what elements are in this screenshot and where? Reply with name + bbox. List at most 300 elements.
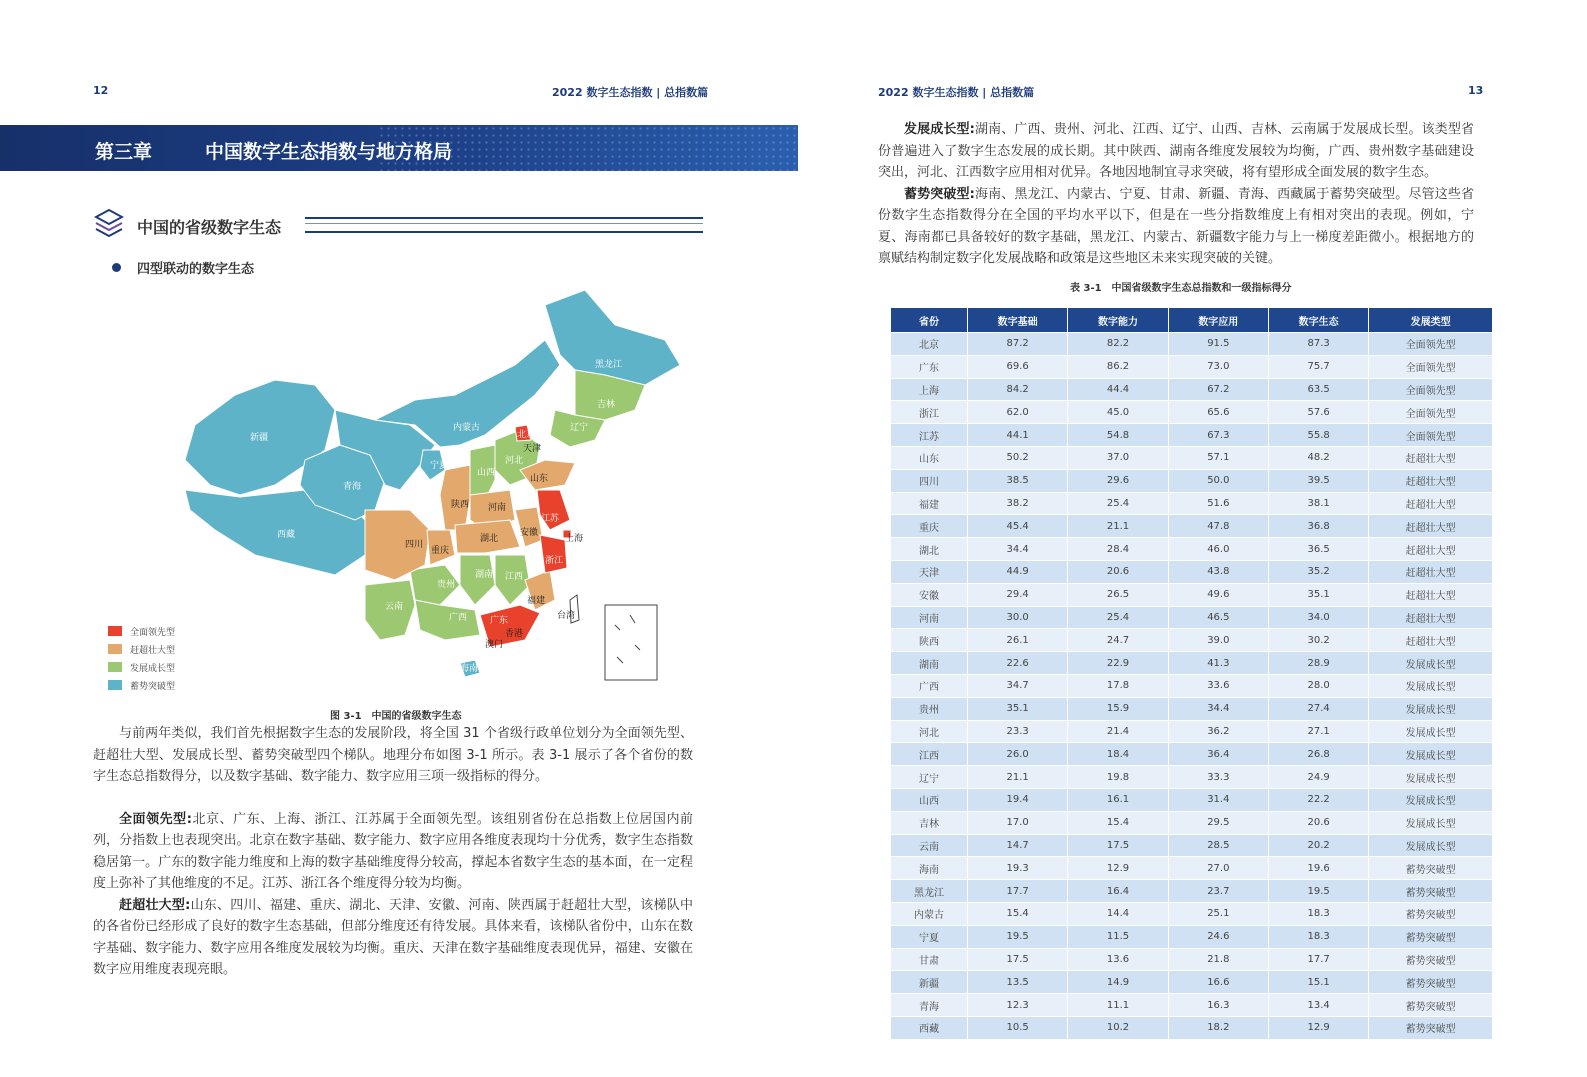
leading-paragraph: [93, 809, 693, 895]
table-row: [891, 1016, 1493, 1039]
table-cell: 北京: [891, 333, 968, 356]
chapter-banner: [0, 125, 798, 171]
table-cell: 赶超壮大型: [1369, 515, 1493, 538]
table-cell: 浙江: [891, 401, 968, 424]
table-row: [891, 583, 1493, 606]
table-cell: 33.6: [1168, 674, 1268, 697]
table-row: [891, 401, 1493, 424]
table-cell: 发展成长型: [1369, 697, 1493, 720]
map-label-xinjiang: 新疆: [250, 433, 269, 443]
table-cell: 14.4: [1068, 902, 1168, 925]
table-cell: 25.1: [1168, 902, 1268, 925]
left-page: [0, 0, 790, 1077]
map-label-shandong: 山东: [530, 474, 549, 484]
table-row: [891, 720, 1493, 743]
table-cell: 12.9: [1068, 857, 1168, 880]
right-body-text: [878, 119, 1474, 270]
table-cell: 发展成长型: [1369, 788, 1493, 811]
table-cell: 38.5: [968, 469, 1068, 492]
table-body: [891, 333, 1493, 1040]
map-label-shanxi: 山西: [477, 468, 496, 478]
table-cell: 蓄势突破型: [1369, 971, 1493, 994]
table-header-cell: 数字基础: [968, 308, 1068, 333]
table-cell: 24.9: [1268, 766, 1368, 789]
table-cell: 13.4: [1268, 994, 1368, 1017]
table-cell: 18.2: [1168, 1016, 1268, 1039]
table-header-cell: 数字应用: [1168, 308, 1268, 333]
table-cell: 29.4: [968, 583, 1068, 606]
table-cell: 28.4: [1068, 538, 1168, 561]
table-cell: 84.2: [968, 378, 1068, 401]
catchup-paragraph: [93, 895, 693, 981]
table-row: [891, 606, 1493, 629]
table-cell: 16.4: [1068, 880, 1168, 903]
table-row: [891, 902, 1493, 925]
table-cell: 17.8: [1068, 674, 1168, 697]
running-header-left: 2022 数字生态指数 | 总指数篇: [552, 86, 709, 99]
map-label-fujian: 福建: [527, 596, 546, 606]
table-cell: 62.0: [968, 401, 1068, 424]
table-cell: 发展成长型: [1369, 811, 1493, 834]
map-label-chongqing: 重庆: [431, 546, 450, 556]
table-cell: 45.0: [1068, 401, 1168, 424]
table-cell: 宁夏: [891, 925, 968, 948]
table-cell: 30.0: [968, 606, 1068, 629]
table-cell: 33.3: [1168, 766, 1268, 789]
map-label-shaanxi: 陕西: [451, 500, 470, 510]
table-cell: 21.1: [968, 766, 1068, 789]
table-row: [891, 492, 1493, 515]
table-cell: 23.7: [1168, 880, 1268, 903]
left-body-text: [93, 723, 693, 981]
table-cell: 14.7: [968, 834, 1068, 857]
table-cell: 云南: [891, 834, 968, 857]
table-caption: 表 3-1 中国省级数字生态总指数和一级指标得分: [1070, 283, 1292, 294]
table-cell: 51.6: [1168, 492, 1268, 515]
table-cell: 47.8: [1168, 515, 1268, 538]
table-cell: 57.6: [1268, 401, 1368, 424]
table-row: [891, 857, 1493, 880]
page-number-right: 13: [1468, 84, 1484, 97]
map-label-jiangsu: 江苏: [541, 514, 560, 524]
potential-heading: 蓄势突破型:: [904, 186, 975, 202]
table-cell: 25.4: [1068, 606, 1168, 629]
table-cell: 20.6: [1068, 560, 1168, 583]
map-label-hebei: 河北: [505, 456, 524, 466]
map-region-heilongjiang: [545, 290, 680, 385]
legend-label: 全面领先型: [130, 627, 176, 638]
map-label-heilongjiang: 黑龙江: [595, 360, 623, 370]
table-cell: 赶超壮大型: [1369, 560, 1493, 583]
table-row: [891, 925, 1493, 948]
table-row: [891, 766, 1493, 789]
map-legend: [108, 622, 175, 694]
table-cell: 22.2: [1268, 788, 1368, 811]
table-cell: 25.4: [1068, 492, 1168, 515]
table-cell: 24.7: [1068, 629, 1168, 652]
table-cell: 江西: [891, 743, 968, 766]
table-cell: 17.7: [968, 880, 1068, 903]
table-cell: 13.5: [968, 971, 1068, 994]
table-cell: 37.0: [1068, 446, 1168, 469]
table-row: [891, 538, 1493, 561]
table-cell: 26.0: [968, 743, 1068, 766]
table-cell: 全面领先型: [1369, 355, 1493, 378]
table-cell: 45.4: [968, 515, 1068, 538]
table-row: [891, 629, 1493, 652]
table-cell: 27.1: [1268, 720, 1368, 743]
map-label-hongkong: 香港: [505, 629, 524, 639]
china-province-map: [165, 285, 695, 697]
table-cell: 24.6: [1168, 925, 1268, 948]
table-cell: 湖北: [891, 538, 968, 561]
legend-item: [108, 658, 175, 676]
table-cell: 安徽: [891, 583, 968, 606]
map-label-tianjin: 天津: [523, 444, 542, 454]
table-header-cell: 发展类型: [1369, 308, 1493, 333]
table-cell: 甘肃: [891, 948, 968, 971]
table-row: [891, 834, 1493, 857]
figure-caption: 图 3-1 中国的省级数字生态: [330, 711, 462, 722]
table-cell: 35.2: [1268, 560, 1368, 583]
table-cell: 22.6: [968, 652, 1068, 675]
table-cell: 发展成长型: [1369, 766, 1493, 789]
table-cell: 13.6: [1068, 948, 1168, 971]
table-row: [891, 674, 1493, 697]
table-cell: 50.0: [1168, 469, 1268, 492]
table-cell: 28.0: [1268, 674, 1368, 697]
map-label-hubei: 湖北: [480, 534, 499, 544]
table-row: [891, 652, 1493, 675]
table-cell: 65.6: [1168, 401, 1268, 424]
table-header-cell: 省份: [891, 308, 968, 333]
table-cell: 46.5: [1168, 606, 1268, 629]
table-cell: 陕西: [891, 629, 968, 652]
table-cell: 发展成长型: [1369, 743, 1493, 766]
table-cell: 12.3: [968, 994, 1068, 1017]
table-cell: 河南: [891, 606, 968, 629]
table-cell: 山东: [891, 446, 968, 469]
table-cell: 48.2: [1268, 446, 1368, 469]
table-cell: 82.2: [1068, 333, 1168, 356]
table-cell: 重庆: [891, 515, 968, 538]
table-cell: 28.5: [1168, 834, 1268, 857]
legend-item: [108, 622, 175, 640]
table-cell: 辽宁: [891, 766, 968, 789]
table-cell: 15.4: [1068, 811, 1168, 834]
table-cell: 69.6: [968, 355, 1068, 378]
table-header-row: [891, 308, 1493, 333]
map-label-qinghai: 青海: [343, 482, 362, 492]
table-row: [891, 469, 1493, 492]
table-cell: 34.4: [968, 538, 1068, 561]
table-cell: 12.9: [1268, 1016, 1368, 1039]
table-cell: 67.2: [1168, 378, 1268, 401]
table-cell: 63.5: [1268, 378, 1368, 401]
table-cell: 蓄势突破型: [1369, 925, 1493, 948]
table-cell: 26.8: [1268, 743, 1368, 766]
table-cell: 新疆: [891, 971, 968, 994]
table-cell: 蓄势突破型: [1369, 1016, 1493, 1039]
potential-body: 海南、黑龙江、内蒙古、宁夏、甘肃、新疆、青海、西藏属于蓄势突破型。尽管这些省份数字生态指数得分在全国的平均水平以下，但是在一些分指数维度上有相对突出的表现。例如，宁夏、海南都已具备较好的数字基础，黑龙江、内蒙古、新疆数字能力与上一梯度差距微小。根据地方的禀赋结构制定数字化发展战略和政策是这些地区未来实现突破的关键。: [878, 186, 1474, 266]
table-row: [891, 880, 1493, 903]
subsection-title: 四型联动的数字生态: [137, 262, 255, 277]
table-cell: 28.9: [1268, 652, 1368, 675]
table-cell: 21.8: [1168, 948, 1268, 971]
table-cell: 11.1: [1068, 994, 1168, 1017]
table-cell: 发展成长型: [1369, 834, 1493, 857]
legend-item: [108, 640, 175, 658]
table-cell: 19.5: [968, 925, 1068, 948]
table-cell: 27.0: [1168, 857, 1268, 880]
table-cell: 16.1: [1068, 788, 1168, 811]
table-cell: 34.4: [1168, 697, 1268, 720]
table-cell: 39.5: [1268, 469, 1368, 492]
catchup-heading: 赶超壮大型:: [119, 897, 191, 913]
table-cell: 30.2: [1268, 629, 1368, 652]
table-cell: 湖南: [891, 652, 968, 675]
table-cell: 黑龙江: [891, 880, 968, 903]
legend-label: 赶超壮大型: [130, 645, 176, 656]
table-cell: 10.5: [968, 1016, 1068, 1039]
table-cell: 吉林: [891, 811, 968, 834]
table-cell: 38.2: [968, 492, 1068, 515]
table-cell: 54.8: [1068, 424, 1168, 447]
table-cell: 34.7: [968, 674, 1068, 697]
table-header-cell: 数字能力: [1068, 308, 1168, 333]
potential-paragraph: [878, 184, 1474, 270]
map-label-henan: 河南: [488, 503, 507, 513]
table-cell: 29.5: [1168, 811, 1268, 834]
layers-icon: [94, 208, 124, 240]
leading-heading: 全面领先型:: [119, 811, 192, 827]
table-cell: 87.3: [1268, 333, 1368, 356]
table-row: [891, 515, 1493, 538]
map-label-guizhou: 贵州: [437, 580, 456, 590]
table-cell: 26.5: [1068, 583, 1168, 606]
table-cell: 43.8: [1168, 560, 1268, 583]
table-cell: 蓄势突破型: [1369, 902, 1493, 925]
table-cell: 50.2: [968, 446, 1068, 469]
map-label-gansu: 甘肃: [415, 483, 434, 493]
table-cell: 赶超壮大型: [1369, 446, 1493, 469]
table-cell: 36.8: [1268, 515, 1368, 538]
table-cell: 38.1: [1268, 492, 1368, 515]
table-row: [891, 424, 1493, 447]
table-cell: 18.3: [1268, 902, 1368, 925]
legend-swatch: [108, 626, 122, 636]
table-cell: 发展成长型: [1369, 674, 1493, 697]
table-cell: 41.3: [1168, 652, 1268, 675]
table-cell: 19.6: [1268, 857, 1368, 880]
growth-heading: 发展成长型:: [904, 122, 975, 137]
table-cell: 广西: [891, 674, 968, 697]
map-label-xizang: 西藏: [277, 530, 296, 540]
table-cell: 20.2: [1268, 834, 1368, 857]
table-cell: 赶超壮大型: [1369, 606, 1493, 629]
table-cell: 蓄势突破型: [1369, 857, 1493, 880]
table-cell: 广东: [891, 355, 968, 378]
table-row: [891, 948, 1493, 971]
table-header-cell: 数字生态: [1268, 308, 1368, 333]
table-cell: 15.4: [968, 902, 1068, 925]
table-row: [891, 355, 1493, 378]
table-cell: 26.1: [968, 629, 1068, 652]
table-cell: 15.9: [1068, 697, 1168, 720]
map-region-anhui: [515, 507, 543, 547]
table-cell: 贵州: [891, 697, 968, 720]
table-cell: 17.5: [968, 948, 1068, 971]
table-cell: 四川: [891, 469, 968, 492]
legend-label: 发展成长型: [130, 663, 176, 674]
map-label-jilin: 吉林: [597, 400, 616, 410]
section-rule: [305, 217, 703, 233]
table-cell: 67.3: [1168, 424, 1268, 447]
table-cell: 49.6: [1168, 583, 1268, 606]
province-score-table: [890, 307, 1493, 1040]
table-cell: 赶超壮大型: [1369, 469, 1493, 492]
table-cell: 19.8: [1068, 766, 1168, 789]
table-cell: 全面领先型: [1369, 333, 1493, 356]
table-cell: 全面领先型: [1369, 378, 1493, 401]
map-label-jiangxi: 江西: [505, 572, 524, 582]
table-cell: 91.5: [1168, 333, 1268, 356]
table-row: [891, 697, 1493, 720]
table-cell: 29.6: [1068, 469, 1168, 492]
table-cell: 55.8: [1268, 424, 1368, 447]
table-cell: 西藏: [891, 1016, 968, 1039]
page-number-left: 12: [93, 84, 109, 97]
table-cell: 山西: [891, 788, 968, 811]
table-cell: 46.0: [1168, 538, 1268, 561]
table-cell: 全面领先型: [1369, 424, 1493, 447]
table-cell: 87.2: [968, 333, 1068, 356]
table-row: [891, 378, 1493, 401]
table-cell: 河北: [891, 720, 968, 743]
intro-paragraph: 与前两年类似，我们首先根据数字生态的发展阶段，将全国 31 个省级行政单位划分为全面领先型、赶超壮大型、发展成长型、蓄势突破型四个梯队。地理分布如图 3-1 所示。表 3-1 展示了各个省份的数字生态总指数得分，以及数字基础、数字能力、数字应用三项一级指标的得分。: [93, 726, 693, 784]
table-cell: 21.4: [1068, 720, 1168, 743]
table-cell: 16.6: [1168, 971, 1268, 994]
map-label-yunnan: 云南: [385, 602, 404, 612]
section-title: 中国的省级数字生态: [137, 218, 282, 237]
table-cell: 蓄势突破型: [1369, 994, 1493, 1017]
table-cell: 江苏: [891, 424, 968, 447]
table-cell: 20.6: [1268, 811, 1368, 834]
map-region-hunan: [460, 555, 495, 605]
map-label-hunan: 湖南: [475, 570, 494, 580]
map-label-beijing: 北京: [517, 430, 536, 440]
map-region-zhejiang: [540, 535, 567, 573]
leading-body: 北京、广东、上海、浙江、江苏属于全面领先型。该组别省份在总指数上位居国内前列，分指数上也表现突出。北京在数字基础、数字能力、数字应用各维度表现均十分优秀，数字生态指数稳居第一。广东的数字能力维度和上海的数字基础维度得分较高，撑起本省数字生态的基本面，在一定程度上弥补了其他维度的不足。江苏、浙江各个维度得分较为均衡。: [93, 811, 693, 891]
table-cell: 18.4: [1068, 743, 1168, 766]
chapter-title: 中国数字生态指数与地方格局: [205, 141, 453, 163]
map-label-neimenggu: 内蒙古: [453, 423, 481, 433]
table-cell: 赶超壮大型: [1369, 629, 1493, 652]
legend-item: [108, 676, 175, 694]
table-cell: 蓄势突破型: [1369, 948, 1493, 971]
table-row: [891, 971, 1493, 994]
table-cell: 14.9: [1068, 971, 1168, 994]
table-cell: 赶超壮大型: [1369, 492, 1493, 515]
table-cell: 海南: [891, 857, 968, 880]
table-cell: 73.0: [1168, 355, 1268, 378]
table-cell: 内蒙古: [891, 902, 968, 925]
table-cell: 36.5: [1268, 538, 1368, 561]
map-label-shanghai: 上海: [565, 534, 584, 544]
table-cell: 赶超壮大型: [1369, 538, 1493, 561]
table-cell: 17.0: [968, 811, 1068, 834]
table-row: [891, 560, 1493, 583]
legend-label: 蓄势突破型: [130, 681, 176, 692]
table-cell: 44.1: [968, 424, 1068, 447]
table-cell: 36.4: [1168, 743, 1268, 766]
table-cell: 31.4: [1168, 788, 1268, 811]
running-header-right: 2022 数字生态指数 | 总指数篇: [878, 86, 1035, 99]
table-cell: 17.5: [1068, 834, 1168, 857]
table-row: [891, 743, 1493, 766]
table-cell: 18.3: [1268, 925, 1368, 948]
map-region-guangxi: [415, 600, 480, 640]
table-cell: 青海: [891, 994, 968, 1017]
table-row: [891, 811, 1493, 834]
table-row: [891, 788, 1493, 811]
table-cell: 17.7: [1268, 948, 1368, 971]
table-row: [891, 333, 1493, 356]
table-row: [891, 994, 1493, 1017]
table-cell: 19.5: [1268, 880, 1368, 903]
table-cell: 16.3: [1168, 994, 1268, 1017]
table-cell: 发展成长型: [1369, 652, 1493, 675]
table-cell: 44.9: [968, 560, 1068, 583]
map-label-anhui: 安徽: [520, 528, 539, 538]
table-cell: 天津: [891, 560, 968, 583]
map-region-shaanxi: [440, 465, 470, 530]
table-cell: 23.3: [968, 720, 1068, 743]
table-cell: 11.5: [1068, 925, 1168, 948]
legend-swatch: [108, 662, 122, 672]
legend-swatch: [108, 680, 122, 690]
map-label-guangdong: 广东: [490, 616, 509, 626]
table-cell: 10.2: [1068, 1016, 1168, 1039]
catchup-body: 山东、四川、福建、重庆、湖北、天津、安徽、河南、陕西属于赶超壮大型，该梯队中的各省份已经形成了良好的数字生态基础，但部分维度还有待发展。具体来看，该梯队省份中，山东在数字基础、数字能力、数字应用各维度发展较为均衡。重庆、天津在数字基础维度表现优异，福建、安徽在数字应用维度表现亮眼。: [93, 897, 693, 977]
growth-body: 湖南、广西、贵州、河北、江西、辽宁、山西、吉林、云南属于发展成长型。该类型省份普遍进入了数字生态发展的成长期。其中陕西、湖南各维度发展较为均衡，广西、贵州数字基础建设突出，河北、江西数字应用相对优异。各地因地制宜寻求突破，将有望形成全面发展的数字生态。: [878, 122, 1474, 180]
table-cell: 上海: [891, 378, 968, 401]
map-label-macau: 澳门: [485, 640, 504, 650]
table-cell: 86.2: [1068, 355, 1168, 378]
map-label-ningxia: 宁夏: [430, 461, 449, 471]
table-cell: 35.1: [1268, 583, 1368, 606]
table-cell: 全面领先型: [1369, 401, 1493, 424]
table-cell: 21.1: [1068, 515, 1168, 538]
legend-swatch: [108, 644, 122, 654]
bullet-dot-icon: [112, 263, 121, 272]
map-label-liaoning: 辽宁: [570, 423, 589, 433]
table-cell: 36.2: [1168, 720, 1268, 743]
table-cell: 39.0: [1168, 629, 1268, 652]
chapter-number: 第三章: [95, 141, 153, 163]
table-cell: 15.1: [1268, 971, 1368, 994]
table-cell: 22.9: [1068, 652, 1168, 675]
table-cell: 蓄势突破型: [1369, 880, 1493, 903]
table-cell: 19.4: [968, 788, 1068, 811]
table-cell: 44.4: [1068, 378, 1168, 401]
table-cell: 19.3: [968, 857, 1068, 880]
table-cell: 发展成长型: [1369, 720, 1493, 743]
map-label-sichuan: 四川: [405, 540, 424, 550]
table-cell: 35.1: [968, 697, 1068, 720]
map-label-guangxi: 广西: [449, 613, 468, 623]
map-label-taiwan: 台湾: [557, 611, 576, 621]
